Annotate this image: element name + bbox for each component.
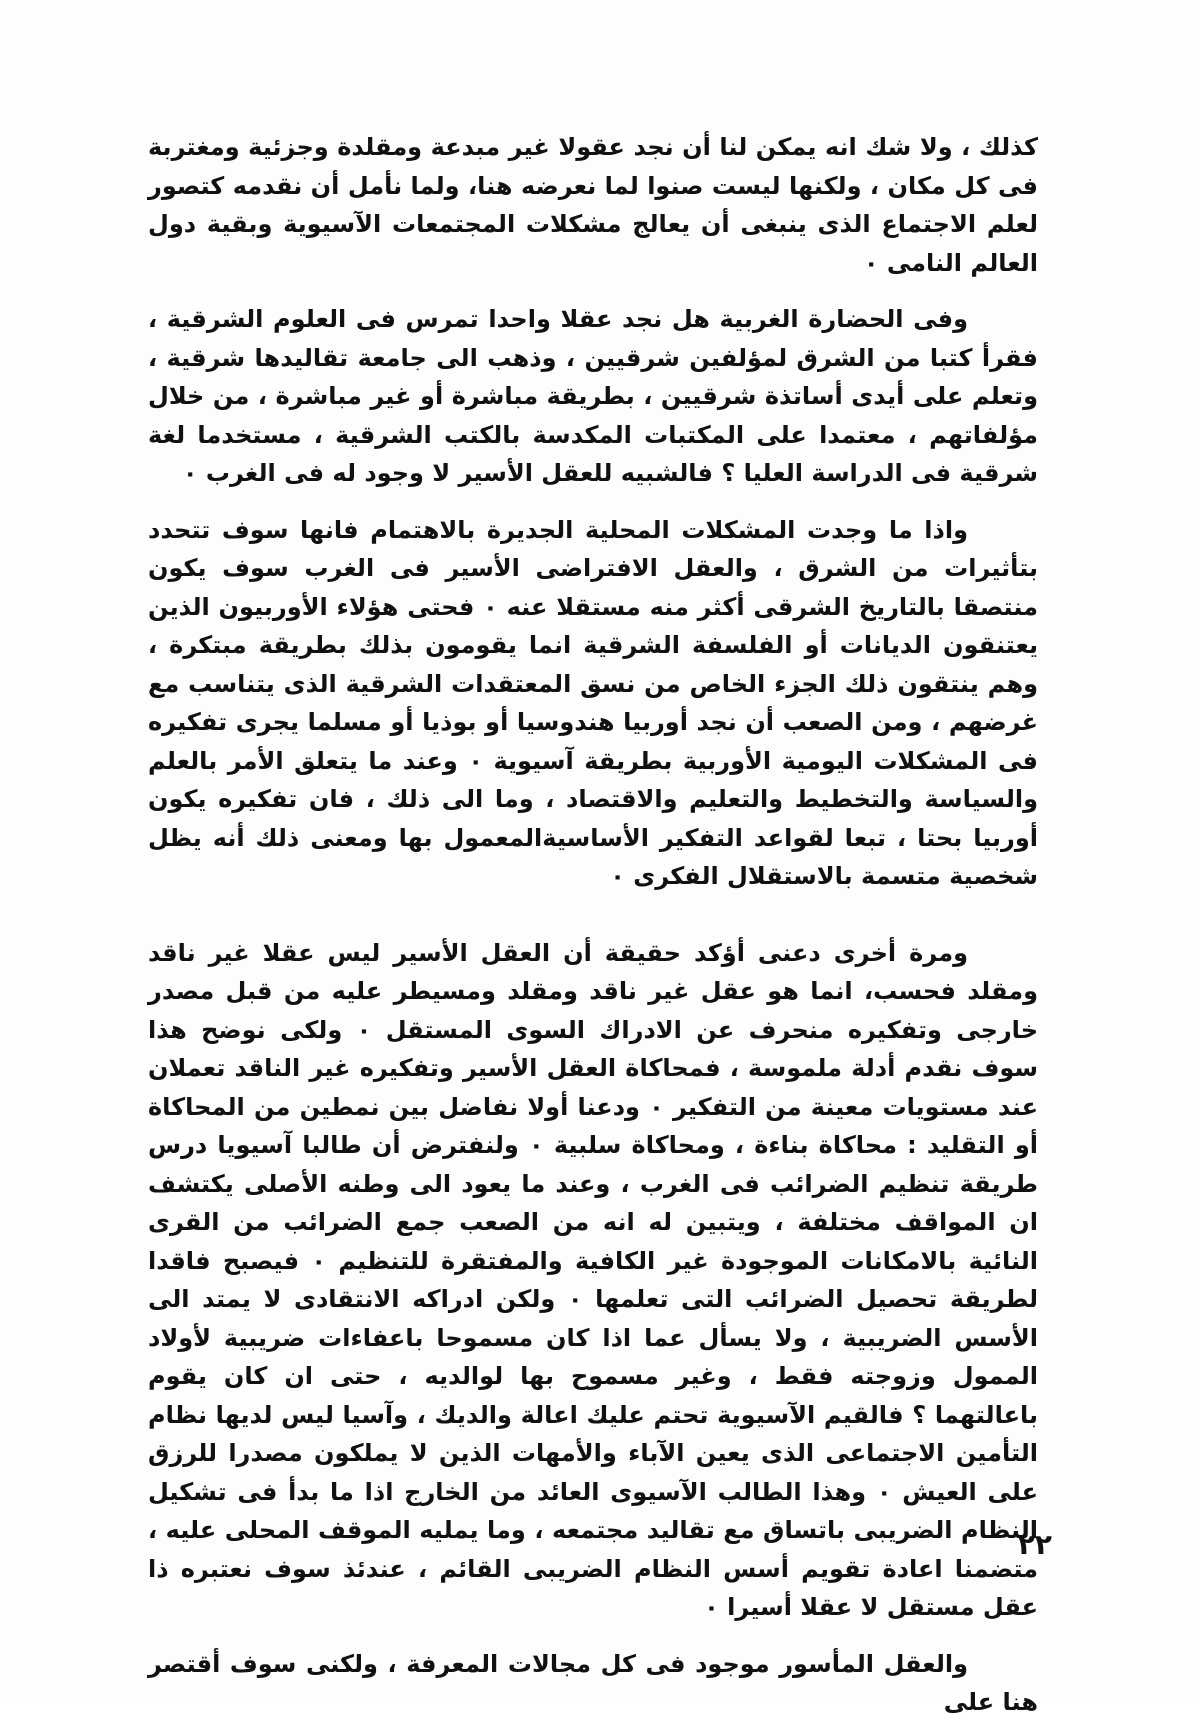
body-text bbox=[148, 128, 1038, 1722]
paragraph-3: واذا ما وجدت المشكلات المحلية الجديرة بالاهتمام فانها سوف تتحدد بتأثيرات من الشرق ، والعقل الافتراضى الأسير فى الغرب سوف يكون منتصقا بالتاريخ الشرقى أكثر منه مستقلا عنه ٠ فحتى هؤلاء الأوربيون الذين يعتنقون الديانات أو الفلسفة الشرقية انما يقومون بذلك بطريقة مبتكرة ، وهم ينتقون ذلك الجزء الخاص من نسق المعتقدات الشرقية الذى يتناسب مع غرضهم ، ومن الصعب أن نجد أوربيا هندوسيا أو بوذيا أو مسلما يجرى تفكيره فى المشكلات اليومية الأوربية بطريقة آسيوية ٠ وعند ما يتعلق الأمر بالعلم والسياسة والتخطيط والتعليم والاقتصاد ، وما الى ذلك ، فان تفكيره يكون أوربيا بحتا ، تبعا لقواعد التفكير الأساسيةالمعمول بها ومعنى ذلك أنه يظل شخصية متسمة بالاستقلال الفكرى ٠ bbox=[148, 515, 1039, 890]
paragraph-1: كذلك ، ولا شك انه يمكن لنا أن نجد عقولا غير مبدعة ومقلدة وجزئية ومغتربة فى كل مكان ، ولكنها ليست صنوا لما نعرضه هنا، ولما نأمل أن نقدمه كتصور لعلم الاجتماع الذى ينبغى أن يعالج مشكلات المجتمعات الآسيوية وبقية دول العالم النامى ٠ bbox=[148, 133, 1038, 277]
page-number: ٢٢ bbox=[1017, 1528, 1052, 1561]
paragraph-5: والعقل المأسور موجود فى كل مجالات المعرفة ، ولكنى سوف أقتصر هنا على bbox=[148, 1649, 1038, 1716]
paragraph-4: ومرة أخرى دعنى أؤكد حقيقة أن العقل الأسير ليس عقلا غير ناقد ومقلد فحسب، انما هو عقل غير ناقد ومقلد ومسيطر عليه من قبل مصدر خارجى وتفكيره منحرف عن الادراك السوى المستقل ٠ ولكى نوضح هذا سوف نقدم أدلة ملموسة ، فمحاكاة العقل الأسير وتفكيره غير الناقد تعملان عند مستويات معينة من التفكير ٠ ودعنا أولا نفاضل بين نمطين من المحاكاة أو التقليد : محاكاة بناءة ، ومحاكاة سلبية ٠ ولنفترض أن طالبا آسيويا درس طريقة تنظيم الضرائب فى الغرب ، وعند ما يعود الى وطنه الأصلى يكتشف ان المواقف مختلفة ، ويتبين له انه من الصعب جمع الضرائب من القرى النائية بالامكانات الموجودة غير الكافية والمفتقرة للتنظيم ٠ فيصبح فاقدا لطريقة تحصيل الضرائب التى تعلمها ٠ ولكن ادراكه الانتقادى لا يمتد الى الأسس الضريبية ، ولا يسأل عما اذا كان مسموحا باعفاءات ضريبية لأولاد الممول وزوجته فقط ، وغير مسموح بها لوالديه ، حتى ان كان يقوم باعالتهما ؟ فالقيم الآسيوية تحتم عليك اعالة والديك ، وآسيا ليس لديها نظام التأمين الاجتماعى الذى يعين الآباء والأمهات الذين لا يملكون مصدرا للرزق على العيش ٠ وهذا الطالب الآسيوى العائد من الخارج اذا ما بدأ فى تشكيل النظام الضريبى باتساق مع تقاليد مجتمعه ، وما يمليه الموقف المحلى عليه ، متضمنا اعادة تقويم أسس النظام الضريبى القائم ، عندئذ سوف نعتبره ذا عقل مستقل لا عقلا أسيرا ٠ bbox=[148, 938, 1039, 1621]
paragraph-2: وفى الحضارة الغربية هل نجد عقلا واحدا تمرس فى العلوم الشرقية ، فقرأ كتبا من الشرق لمؤلفين شرقيين ، وذهب الى جامعة تقاليدها شرقية ، وتعلم على أيدى أساتذة شرقيين ، بطريقة مباشرة أو غير مباشرة ، من خلال مؤلفاتهم ، معتمدا على المكتبات المكدسة بالكتب الشرقية ، مستخدما لغة شرقية فى الدراسة العليا ؟ فالشبيه للعقل الأسير لا وجود له فى الغرب ٠ bbox=[148, 305, 1038, 487]
